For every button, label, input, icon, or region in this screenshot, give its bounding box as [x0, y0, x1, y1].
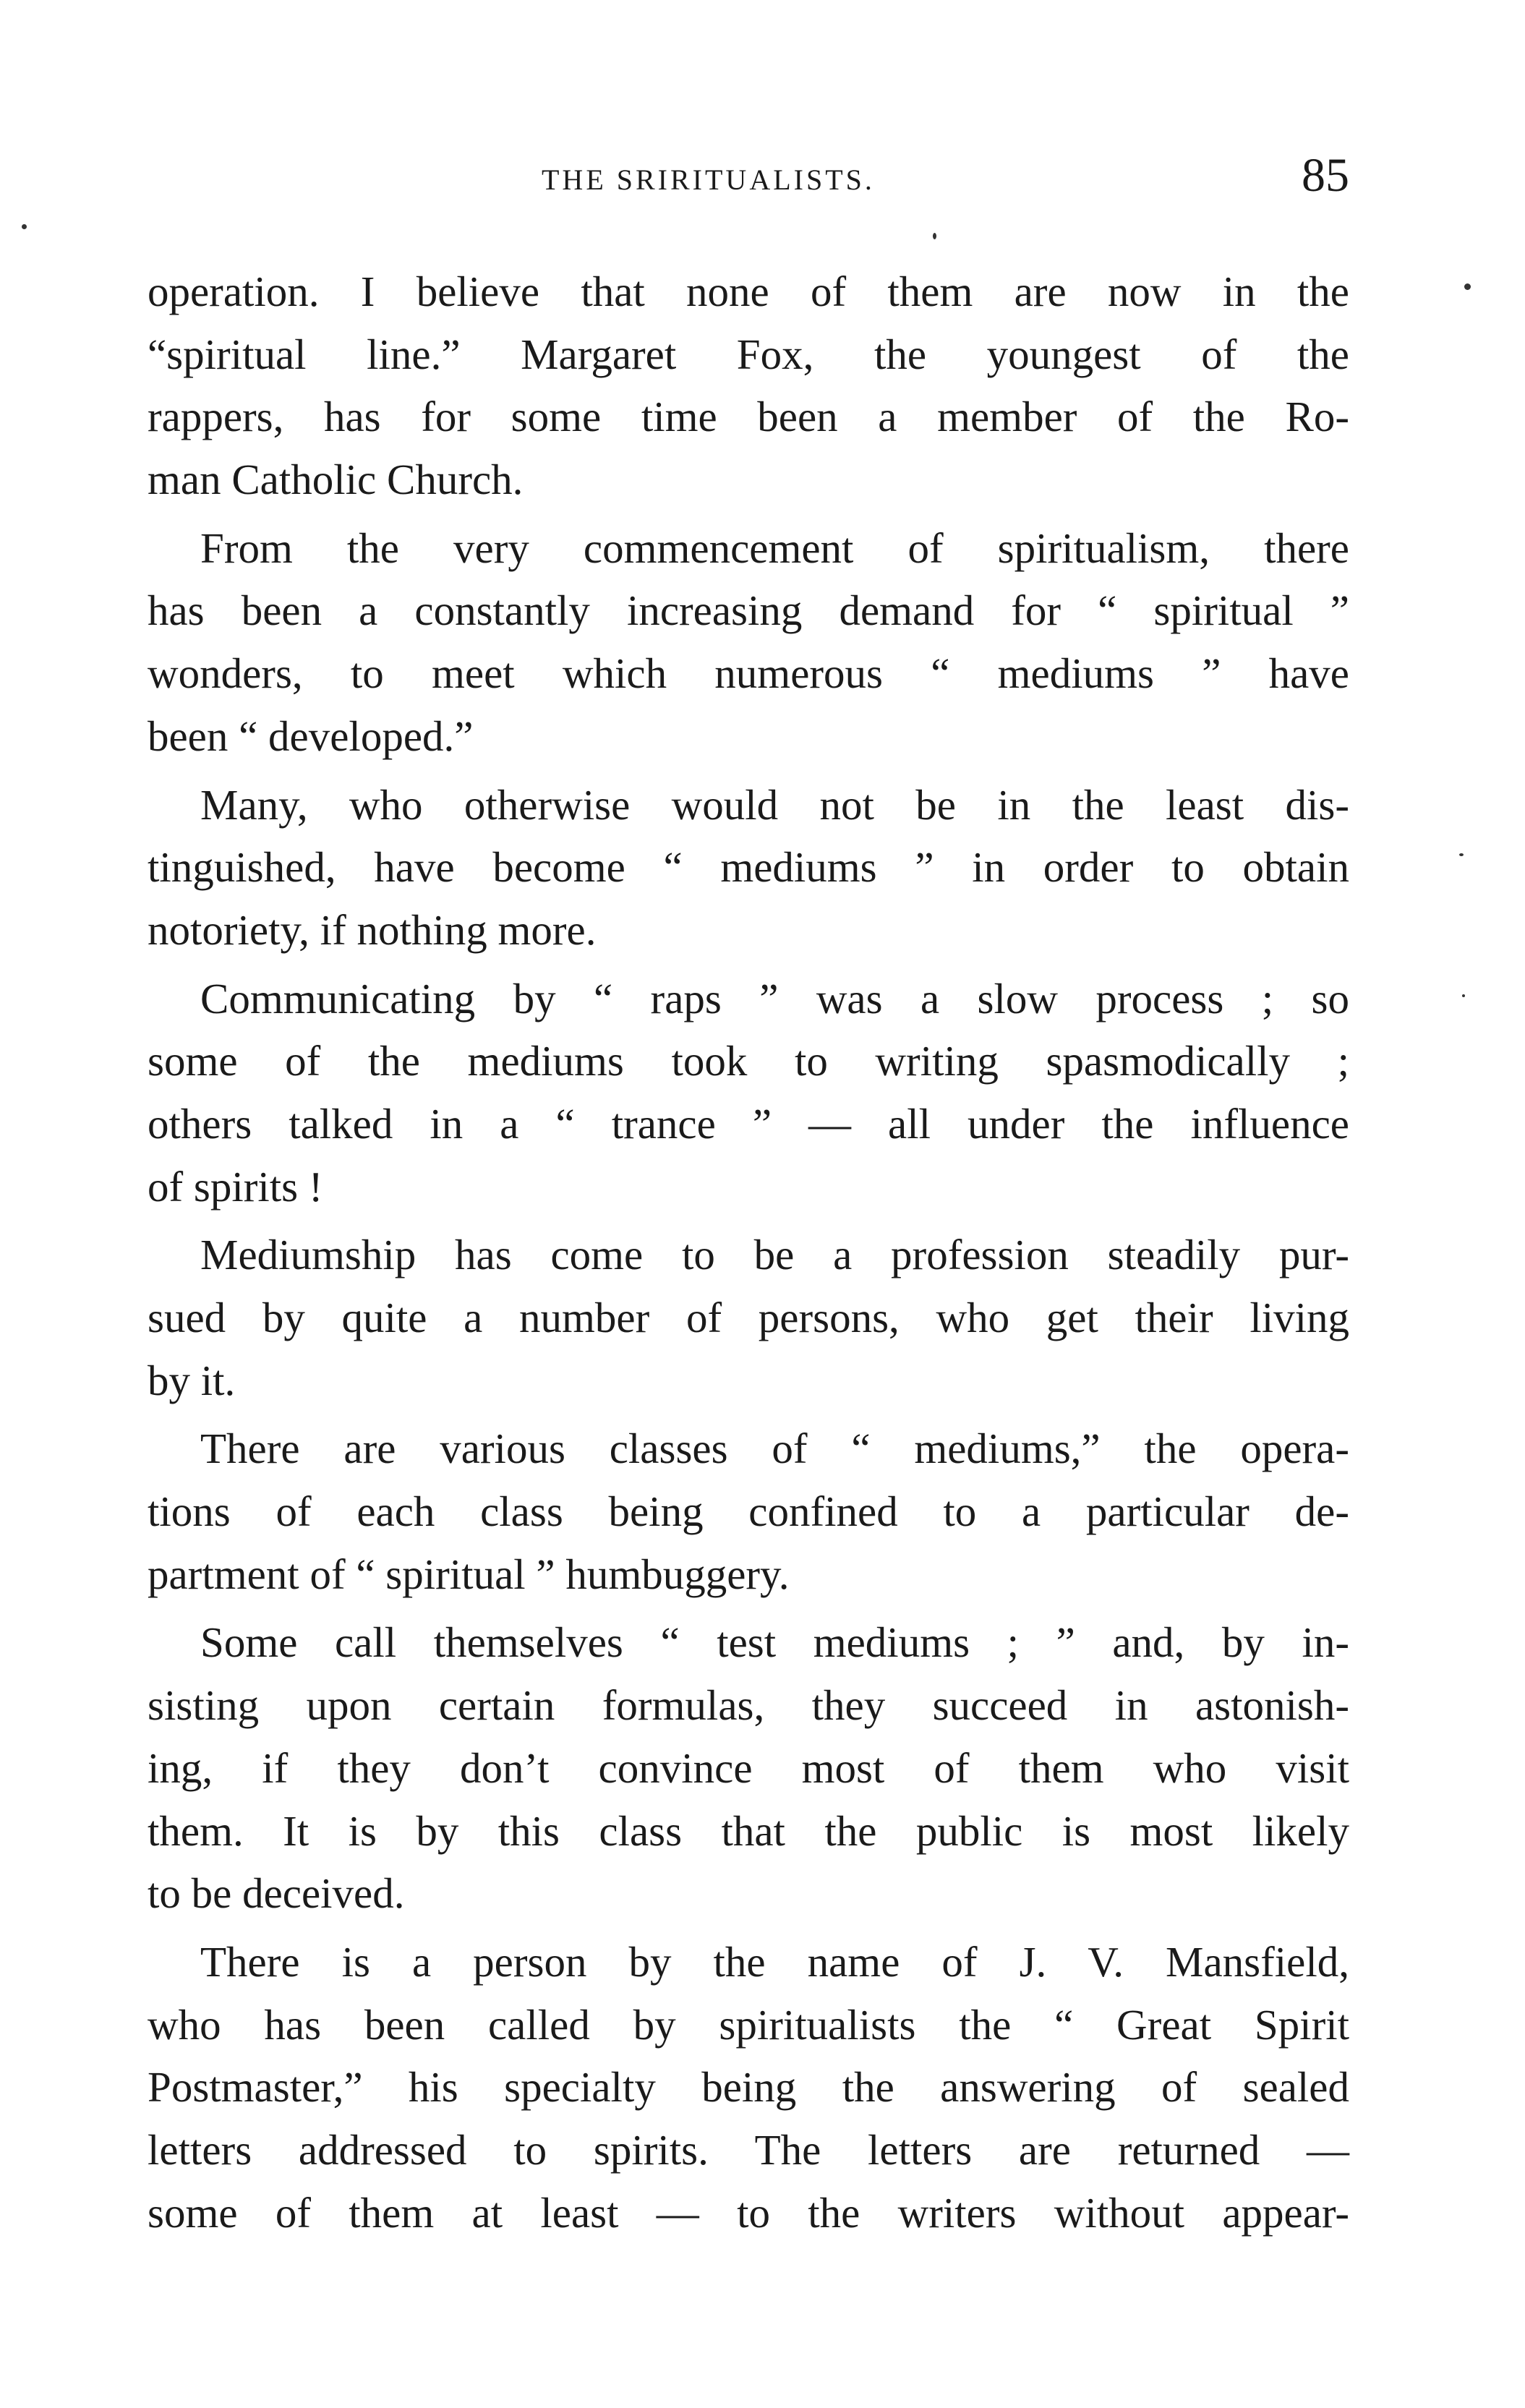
body-text: [148, 260, 1349, 2250]
text-line: From the very commencement of spiritualism, there: [200, 524, 1349, 572]
text-line: operation. I believe that none of them are now in the: [148, 268, 1349, 315]
paragraph-7: [148, 1611, 1349, 1924]
text-line: ing, if they don’t convince most of them who visit: [148, 1743, 1349, 1792]
text-line: some of the mediums took to writing spasmodically ;: [148, 1037, 1349, 1085]
text-line: tions of each class being confined to a particular de-: [148, 1487, 1349, 1536]
text-line: Communicating by “ raps ” was a slow process ; so: [200, 974, 1349, 1022]
text-line: rappers, has for some time been a member of the Ro-: [148, 393, 1349, 441]
text-line: sisting upon certain formulas, they succeed in astonish-: [148, 1681, 1349, 1730]
scan-speck: [1462, 994, 1465, 997]
text-line: of spirits !: [148, 1162, 323, 1211]
scan-speck: [1464, 283, 1471, 290]
text-line: There is a person by the name of J. V. Mansfield,: [200, 1937, 1349, 1986]
text-line: Some call themselves “ test mediums ; ” and, by in-: [200, 1618, 1349, 1667]
paragraph-6: [148, 1417, 1349, 1605]
text-line: to be deceived.: [148, 1869, 405, 1918]
paragraph-4: [148, 968, 1349, 1218]
page-number: 85: [1302, 149, 1349, 202]
text-line: Many, who otherwise would not be in the least dis-: [200, 780, 1349, 829]
running-head: [148, 148, 1349, 202]
text-line: “spiritual line.” Margaret Fox, the youngest of the: [148, 330, 1349, 378]
paragraph-5: [148, 1224, 1349, 1412]
text-line: sued by quite a number of persons, who get their living: [148, 1294, 1349, 1341]
scan-speck: [22, 224, 27, 229]
text-line: who has been called by spiritualists the “ Great Spirit: [148, 2000, 1349, 2049]
text-line: letters addressed to spirits. The letters are returned —: [148, 2125, 1349, 2174]
running-title: THE SRIRITUALISTS.: [542, 163, 875, 196]
text-line: Postmaster,” his specialty being the answering of sealed: [148, 2063, 1349, 2112]
book-page: [148, 0, 1349, 2408]
text-line: There are various classes of “ mediums,” the opera-: [200, 1425, 1349, 1473]
text-line: some of them at least — to the writers without appear-: [148, 2188, 1349, 2237]
text-line: partment of “ spiritual ” humbuggery.: [148, 1550, 790, 1598]
text-line: been “ developed.”: [148, 712, 474, 760]
scan-speck: [933, 233, 936, 239]
text-line: wonders, to meet which numerous “ mediums ” have: [148, 649, 1349, 698]
paragraph-3: [148, 774, 1349, 962]
text-line: man Catholic Church.: [148, 456, 524, 504]
text-line: by it.: [148, 1356, 236, 1404]
text-line: Mediumship has come to be a profession steadily pur-: [200, 1231, 1349, 1279]
paragraph-1: [148, 260, 1349, 511]
paragraph-2: [148, 517, 1349, 768]
text-line: others talked in a “ trance ” — all under the influence: [148, 1099, 1349, 1148]
text-line: has been a constantly increasing demand for “ spiritual ”: [148, 586, 1349, 635]
text-line: them. It is by this class that the public is most likely: [148, 1806, 1349, 1855]
text-line: tinguished, have become “ mediums ” in order to obtain: [148, 843, 1349, 892]
text-line: notoriety, if nothing more.: [148, 905, 597, 954]
scan-speck: [1459, 853, 1464, 856]
paragraph-8: [148, 1931, 1349, 2244]
